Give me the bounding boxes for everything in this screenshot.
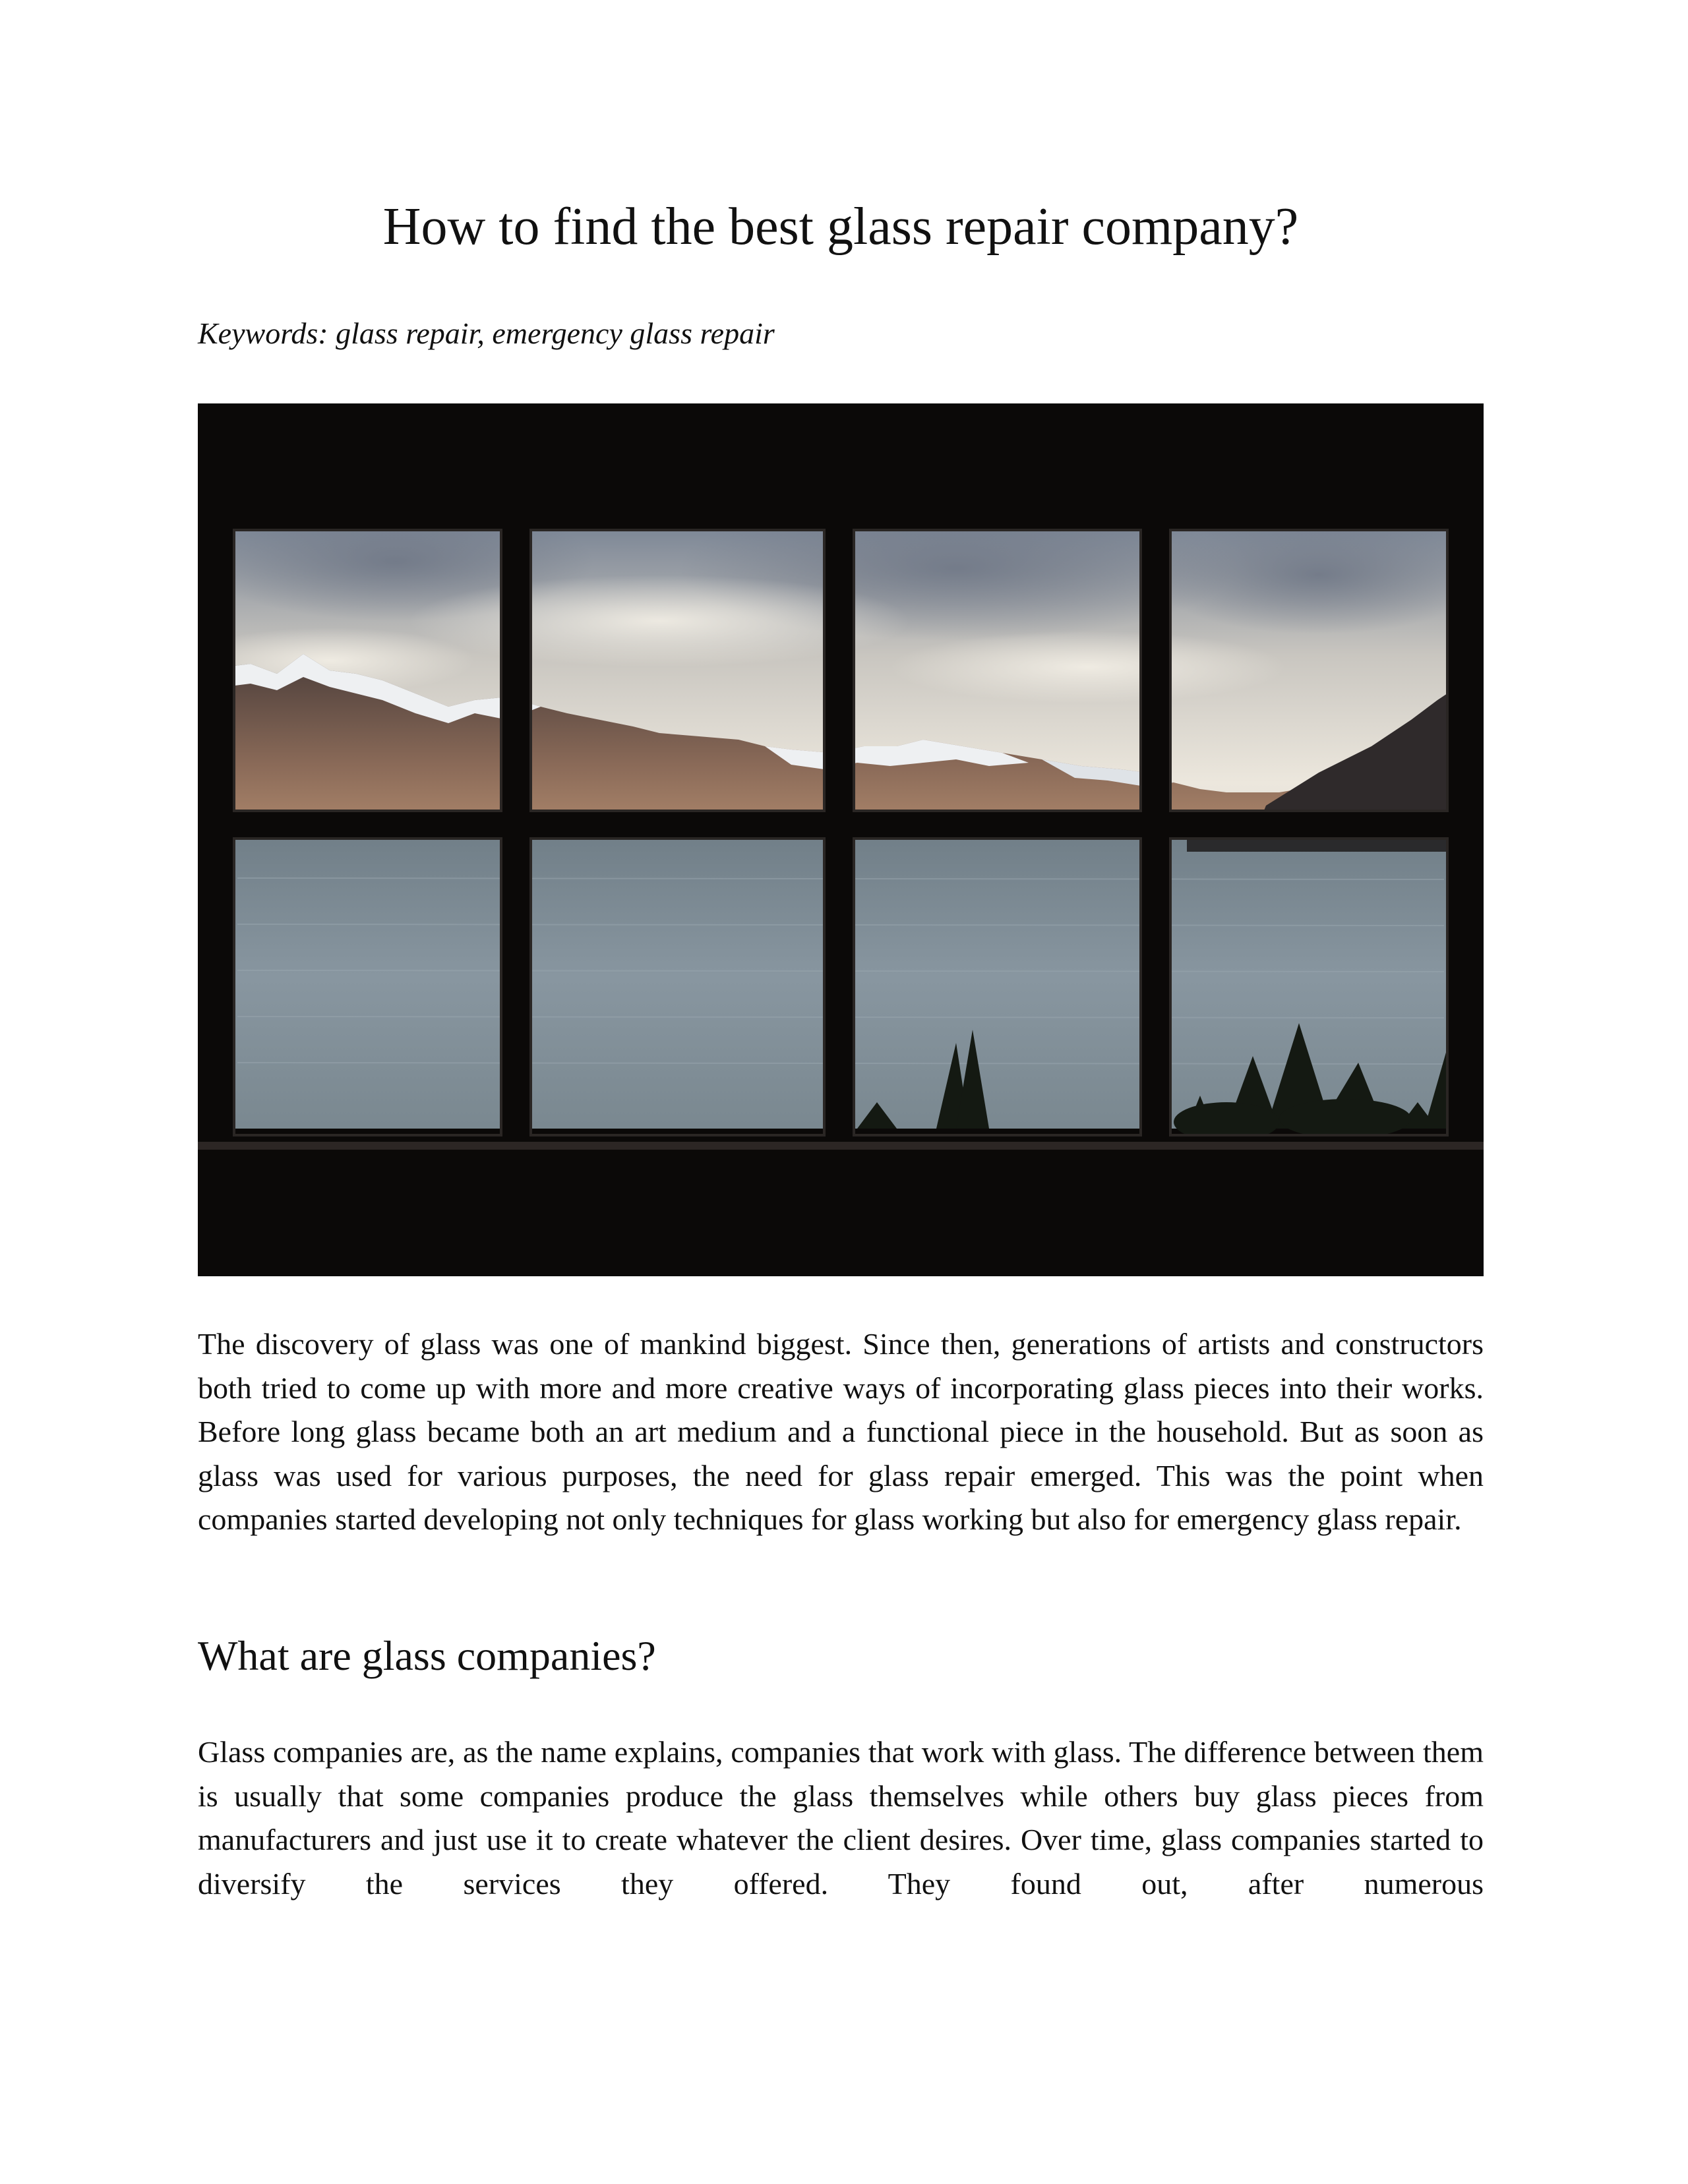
- section-heading: What are glass companies?: [198, 1632, 656, 1679]
- keywords-line: Keywords: glass repair, emergency glass repair: [198, 316, 775, 350]
- section-paragraph: Glass companies are, as the name explains, companies that work with glass. The difference between them is usually that some companies produce the glass themselves while others buy glass pieces from manufacturers and just use it to create whatever the client desires. Over time, glass companies started to diversify the services they offered. They found out, after numerous: [198, 1735, 1484, 1901]
- intro-paragraph: The discovery of glass was one of mankind biggest. Since then, generations of artists and constructors both tried to come up with more and more creative ways of incorporating glass pieces into their works. Before long glass became both an art medium and a functional piece in the household. But as soon as glass was used for various purposes, the need for glass repair emerged. This was the point when companies started developing not only techniques for glass working but also for emergency glass repair.: [198, 1327, 1484, 1536]
- window-lake-mountains-photo: [198, 403, 1484, 1276]
- document-title: How to find the best glass repair company?: [382, 198, 1299, 256]
